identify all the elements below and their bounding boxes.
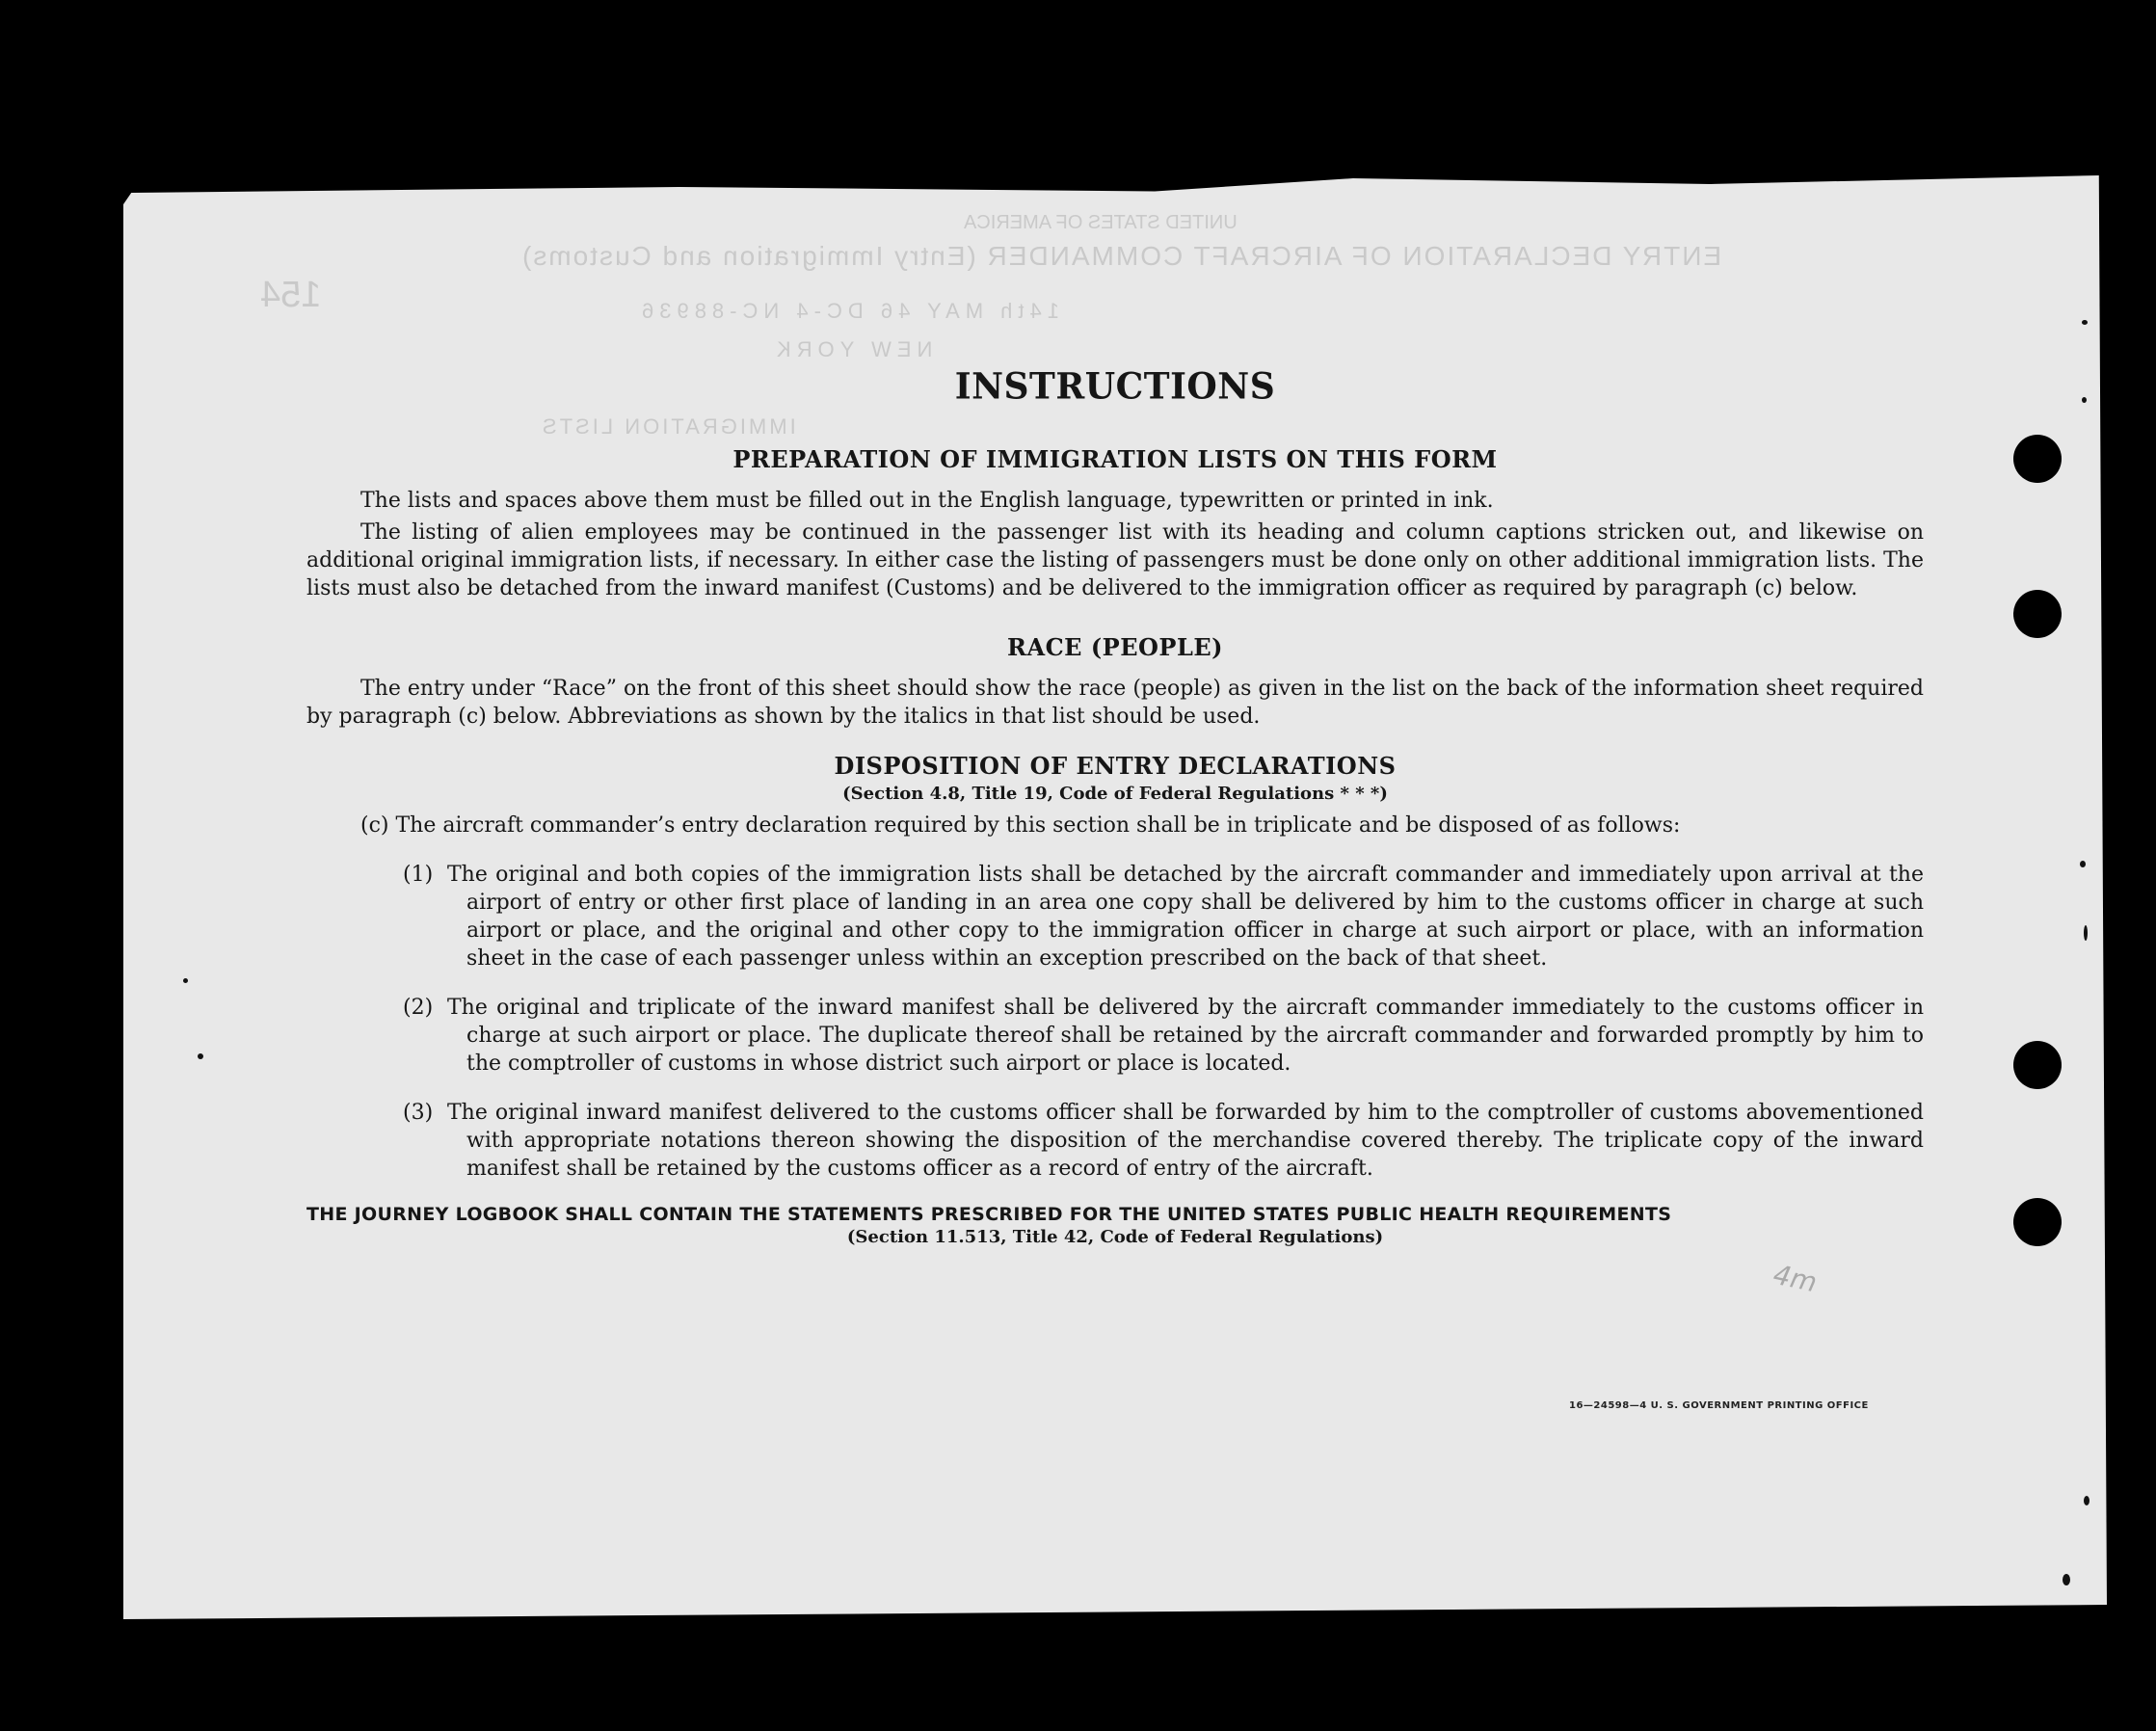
- preparation-heading: PREPARATION OF IMMIGRATION LISTS ON THIS FORM: [732, 445, 1498, 473]
- punch-hole: [2013, 590, 2062, 638]
- preparation-paragraph-2: The listing of alien employees may be continued in the passenger list with its heading and column captions stricken out, and likewise on additional original immigration lists, if necessary. In either case the listing of passengers must be done only on other additional immigration lists. The lists must also be detached from the inward manifest (Customs) and be delivered to the immigration officer as required by paragraph (c) below.: [306, 520, 1924, 600]
- showthrough-text: UNITED STATES OF AMERICA: [964, 212, 1238, 233]
- disposition-item: [403, 1099, 1924, 1183]
- item-number: (3): [403, 1101, 434, 1125]
- speck: [2084, 1496, 2089, 1505]
- disposition-clause: (c) The aircraft commander’s entry declaration required by this section shall be in triplicate and be disposed of as follows:: [360, 813, 1681, 838]
- disposition-item: [403, 861, 1924, 972]
- showthrough-text: NEW YORK: [771, 337, 933, 361]
- printing-office-code: 16—24598—4 U. S. GOVERNMENT PRINTING OFFICE: [1569, 1400, 1869, 1411]
- pencil-annotation: 4m: [1770, 1258, 1821, 1299]
- speck: [2063, 1574, 2070, 1585]
- preparation-paragraph-1: The lists and spaces above them must be filled out in the English language, typewritten or printed in ink.: [360, 489, 1494, 513]
- item-text: The original inward manifest delivered to the customs officer shall be forwarded by him to the comptroller of customs abovementioned with appropriate notations thereon showing the disposition of the merchandise covered thereby. The triplicate copy of the inward manifest shall be retained by the customs officer as a record of entry of the aircraft.: [447, 1101, 1924, 1181]
- speck: [183, 978, 188, 983]
- disposition-citation: (Section 4.8, Title 19, Code of Federal Regulations * * *): [842, 784, 1388, 804]
- disposition-heading: DISPOSITION OF ENTRY DECLARATIONS: [834, 752, 1397, 780]
- speck: [2082, 320, 2088, 325]
- showthrough-text: ENTRY DECLARATION OF AIRCRAFT COMMANDER (Entry Immigration and Customs): [520, 241, 1722, 271]
- punch-hole: [2013, 1198, 2062, 1246]
- item-number: (2): [403, 996, 434, 1020]
- item-text: The original and both copies of the immigration lists shall be detached by the aircraft commander and immediately upon arrival at the airport of entry or other first place of landing in an area one copy shall be delivered by him to the customs officer in charge at such airport or place, and the original and other copy to the immigration officer in charge at such airport or place, with an information sheet in the case of each passenger unless within an exception prescribed on the back of that sheet.: [447, 863, 1924, 971]
- speck: [198, 1053, 203, 1059]
- item-number: (1): [403, 863, 434, 887]
- instructions-body: [306, 366, 1924, 1247]
- speck: [2082, 397, 2087, 403]
- race-paragraph: The entry under “Race” on the front of this sheet should show the race (people) as given in the list on the back of the information sheet required by paragraph (c) below. Abbreviations as shown by the italics in that list should be used.: [306, 677, 1924, 729]
- showthrough-text: 154: [260, 275, 322, 315]
- disposition-item: [403, 994, 1924, 1078]
- punch-hole: [2013, 1041, 2062, 1089]
- speck: [2080, 861, 2086, 867]
- punch-hole: [2013, 435, 2062, 483]
- speck: [2084, 925, 2088, 941]
- showthrough-text: IMMIGRATION LISTS: [540, 414, 796, 439]
- race-heading: RACE (PEOPLE): [1007, 633, 1223, 661]
- journey-logbook-statement: THE JOURNEY LOGBOOK SHALL CONTAIN THE STATEMENTS PRESCRIBED FOR THE UNITED STATES PUBLIC HEALTH REQUIREMENTS: [306, 1204, 1672, 1225]
- page-title: INSTRUCTIONS: [954, 364, 1276, 409]
- showthrough-text: 14th MAY 46 DC-4 NC-88936: [636, 299, 1059, 323]
- journey-logbook-citation: (Section 11.513, Title 42, Code of Federal Regulations): [846, 1227, 1384, 1247]
- item-text: The original and triplicate of the inward manifest shall be delivered by the aircraft commander immediately to the customs officer in charge at such airport or place. The duplicate thereof shall be retained by the aircraft commander and forwarded promptly by him to the comptroller of customs in whose district such airport or place is located.: [447, 996, 1924, 1076]
